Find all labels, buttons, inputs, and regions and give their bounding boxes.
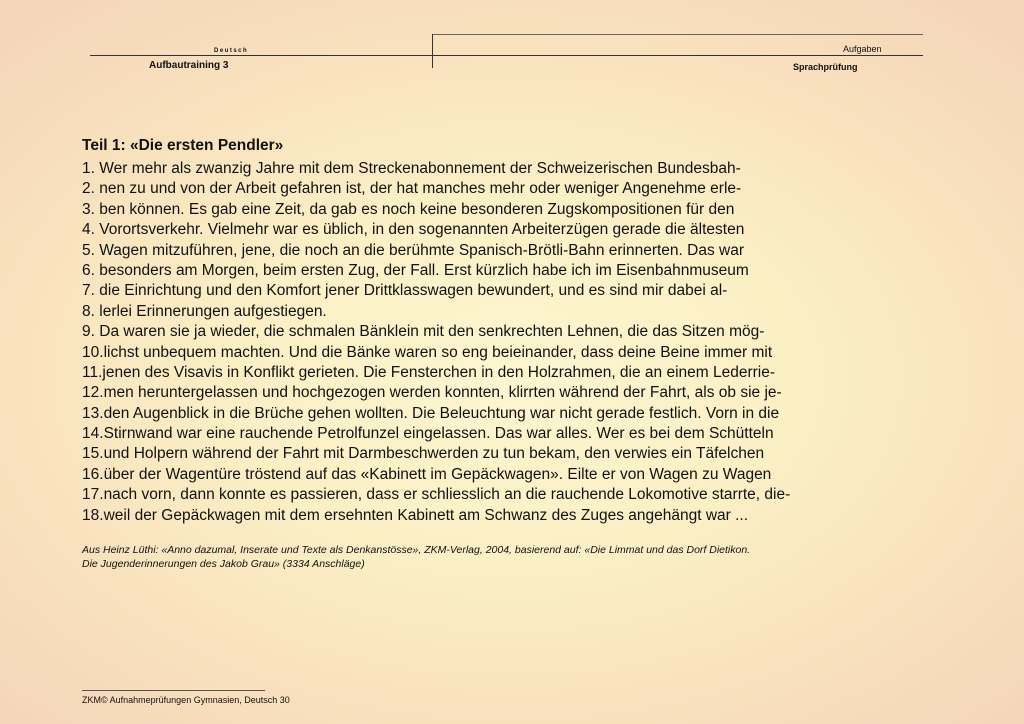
- text-line: [82, 261, 790, 281]
- line-text: jenen des Visavis in Konflikt gerieten. Die Fensterchen in den Holzrahmen, die an einem Lederrie-: [102, 363, 776, 381]
- text-line: [82, 200, 790, 220]
- text-title: Teil 1: «Die ersten Pendler»: [82, 137, 284, 154]
- line-number: 3.: [82, 200, 95, 218]
- text-line: [82, 179, 790, 199]
- numbered-text: [82, 159, 790, 526]
- line-number: 16.: [82, 465, 104, 483]
- line-text: Wer mehr als zwanzig Jahre mit dem Streckenabonnement der Schweizerischen Bundesbah-: [99, 160, 741, 177]
- line-text: Stirnwand war eine rauchende Petrolfunzel eingelassen. Das war alles. Wer es bei dem Schütteln: [103, 425, 774, 443]
- line-text: und Holpern während der Fahrt mit Darmbeschwerden zu tun bekam, den verwies ein Täfelchen: [103, 445, 765, 463]
- line-number: 1.: [82, 160, 95, 177]
- line-text: ben können. Es gab eine Zeit, da gab es noch keine besonderen Zugskompositionen für den: [99, 200, 735, 218]
- line-number: 7.: [82, 282, 95, 300]
- text-line: [82, 220, 790, 240]
- line-number: 10.: [82, 343, 104, 361]
- line-text: über der Wagentüre tröstend auf das «Kabinett im Gepäckwagen». Eilte er von Wagen zu Wagen: [103, 465, 772, 483]
- text-line: [82, 159, 790, 179]
- line-number: 9.: [82, 323, 95, 341]
- header-rule-top: [432, 34, 923, 35]
- source-line-2: Die Jugenderinnerungen des Jakob Grau» (3334 Anschläge): [82, 558, 365, 570]
- footer-rule: [82, 690, 265, 691]
- source-citation: [82, 543, 750, 571]
- text-line: [82, 485, 790, 505]
- text-line: [82, 241, 790, 261]
- line-text: besonders am Morgen, beim ersten Zug, der Fall. Erst kürzlich habe ich im Eisenbahnmuseum: [99, 261, 749, 279]
- header-title: Aufbautraining 3: [149, 60, 229, 71]
- line-number: 6.: [82, 261, 95, 279]
- line-number: 15.: [82, 445, 104, 463]
- line-number: 13.: [82, 404, 104, 422]
- line-number: 8.: [82, 302, 95, 320]
- text-line: [82, 343, 790, 363]
- line-text: den Augenblick in die Brüche gehen wollten. Die Beleuchtung war nicht gerade festlich. Vorn in die: [103, 404, 780, 422]
- line-text: Da waren sie ja wieder, die schmalen Bänklein mit den senkrechten Lehnen, die das Sitzen mög-: [99, 323, 765, 341]
- line-number: 14.: [82, 425, 104, 443]
- line-text: lichst unbequem machten. Und die Bänke waren so eng beieinander, dass deine Beine immer mit: [103, 343, 773, 361]
- header-divider: [432, 34, 433, 68]
- line-text: men heruntergelassen und hochgezogen werden konnten, klirrten während der Fahrt, als ob sie je-: [103, 384, 782, 402]
- line-text: weil der Gepäckwagen mit dem ersehnten Kabinett am Schwanz des Zuges angehängt war ...: [103, 506, 749, 524]
- header-right-top: Aufgaben: [843, 44, 882, 54]
- line-number: 12.: [82, 384, 104, 402]
- line-number: 17.: [82, 486, 104, 504]
- text-line: [82, 383, 790, 403]
- line-number: 18.: [82, 506, 104, 524]
- line-number: 4.: [82, 221, 95, 239]
- line-text: Wagen mitzuführen, jene, die noch an die berühmte Spanisch-Brötli-Bahn erinnerten. Das war: [99, 241, 744, 259]
- header-tag: Deutsch: [214, 48, 249, 54]
- line-number: 2.: [82, 180, 95, 198]
- line-text: lerlei Erinnerungen aufgestiegen.: [99, 302, 327, 320]
- text-line: [82, 281, 790, 301]
- text-line: [82, 465, 790, 485]
- text-line: [82, 506, 790, 526]
- source-line-1: Aus Heinz Lüthi: «Anno dazumal, Inserate und Texte als Denkanstösse», ZKM-Verlag, 2004, basierend auf: «Die Limmat und das Dorf Dietikon.: [82, 544, 751, 556]
- text-line: [82, 302, 790, 322]
- header-rule-left: [90, 55, 432, 56]
- line-text: die Einrichtung und den Komfort jener Drittklasswagen bewundert, und es sind mir dabei al-: [99, 282, 728, 300]
- line-text: Vorortsverkehr. Vielmehr war es üblich, in den sogenannten Arbeiterzügen gerade die ältesten: [99, 221, 745, 239]
- header-rule-right: [432, 55, 923, 56]
- footer-text: ZKM© Aufnahmeprüfungen Gymnasien, Deutsch 30: [82, 695, 290, 705]
- line-number: 11.: [82, 363, 103, 381]
- text-line: [82, 424, 790, 444]
- text-line: [82, 363, 790, 383]
- line-text: nach vorn, dann konnte es passieren, dass er schliesslich an die rauchende Lokomotive starrte, die-: [103, 486, 791, 504]
- text-line: [82, 322, 790, 342]
- header-right-bottom: Sprachprüfung: [793, 62, 858, 72]
- line-number: 5.: [82, 241, 95, 259]
- text-line: [82, 444, 790, 464]
- text-line: [82, 404, 790, 424]
- line-text: nen zu und von der Arbeit gefahren ist, der hat manches mehr oder weniger Angenehme erle-: [99, 180, 742, 198]
